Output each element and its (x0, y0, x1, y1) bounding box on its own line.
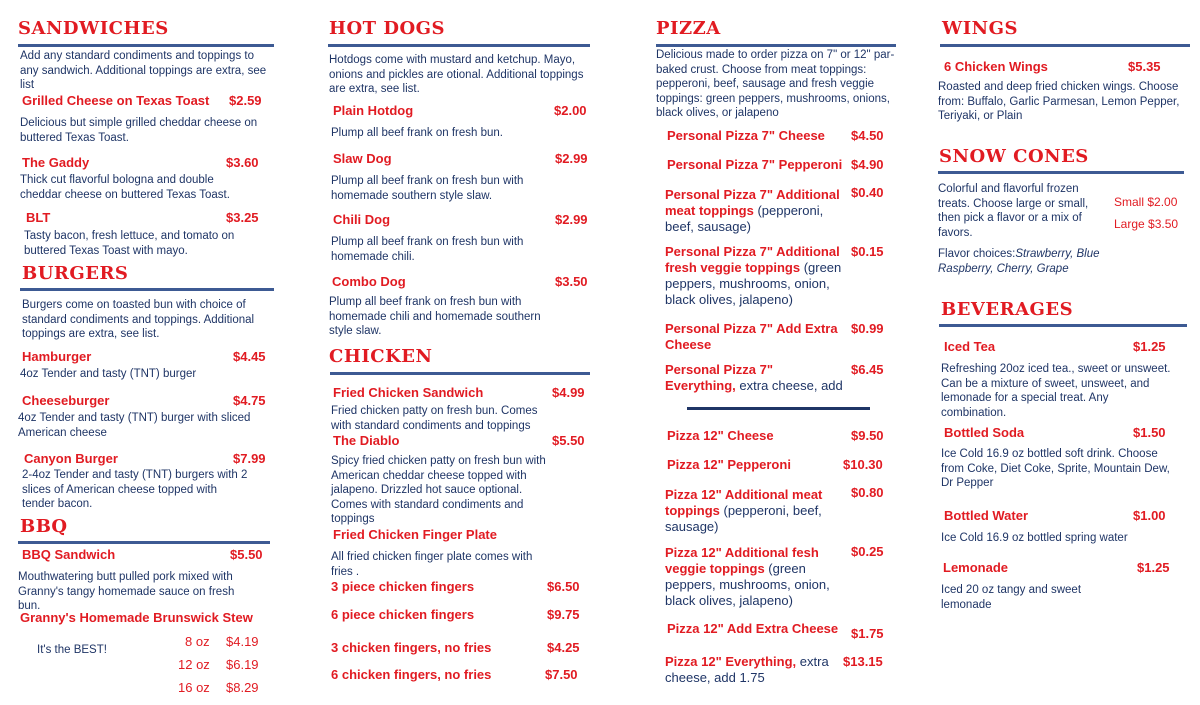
menu-item-price: $0.99 (851, 321, 884, 336)
menu-item-price: $4.25 (547, 640, 580, 655)
menu-item-price: $4.99 (552, 385, 585, 400)
menu-item-name (665, 545, 840, 609)
snowcone-large-price: Large $3.50 (1114, 217, 1179, 231)
menu-item-name: Grilled Cheese on Texas Toast (22, 93, 210, 108)
menu-item-price: $1.50 (1133, 425, 1166, 440)
pizza-item-title: Personal Pizza 7" Additional meat toppings (665, 187, 840, 218)
hotdogs-rule (328, 44, 590, 47)
stew-price: $6.19 (226, 657, 259, 672)
burgers-intro: Burgers come on toasted bun with choice of standard condiments and toppings. Additional toppings are extra, see list. (22, 299, 255, 340)
stew-size: 12 oz (178, 657, 210, 672)
sandwiches-rule (18, 44, 274, 47)
menu-item-price: $0.15 (851, 244, 884, 259)
wings-rule (940, 44, 1190, 47)
menu-item-desc: Roasted and deep fried chicken wings. Choose from: Buffalo, Garlic Parmesan, Lemon Pepper, Teriyaki, or Plain (938, 81, 1180, 122)
menu-item-desc: Mouthwatering butt pulled pork mixed with Granny's tangy homemade sauce on fresh bun. (18, 571, 235, 612)
menu-item-name: Bottled Soda (944, 425, 1025, 440)
pizza-item-extra: extra cheese, add 1.75 (665, 654, 829, 685)
burgers-heading: BURGERS (22, 263, 129, 284)
bbq-heading: BBQ (20, 516, 68, 537)
menu-item-name: The Gaddy (22, 155, 90, 170)
menu-item-name: Pizza 12" Cheese (667, 428, 774, 443)
menu-item-price: $3.60 (226, 155, 259, 170)
pizza-item-extra: (pepperoni, beef, sausage) (665, 503, 822, 534)
menu-item-desc: 2-4oz Tender and tasty (TNT) burgers with 2 slices of American cheese topped with tender bacon. (22, 469, 248, 510)
menu-item-desc: Plump all beef frank on fresh bun with homemade southern style slaw. (331, 175, 524, 202)
pizza-item-title: Personal Pizza 7" Everything, (665, 362, 774, 393)
pizza-rule (656, 44, 896, 47)
menu-item-name: Hamburger (22, 349, 92, 364)
menu-item-name (665, 362, 845, 394)
menu-item-name: Fried Chicken Sandwich (333, 385, 484, 400)
menu-item-name (665, 187, 845, 235)
stew-note: It's the BEST! (37, 644, 107, 656)
menu-item-desc: Delicious but simple grilled cheddar cheese on buttered Texas Toast. (20, 117, 258, 144)
pizza-divider (687, 407, 870, 410)
beverages-rule (939, 324, 1187, 327)
pizza-item-title: Pizza 12" Additional meat toppings (665, 487, 823, 518)
menu-item-desc: Tasty bacon, fresh lettuce, and tomato on buttered Texas Toast with mayo. (24, 230, 235, 257)
menu-item-name (665, 244, 845, 308)
menu-item-name: Pizza 12" Pepperoni (667, 457, 791, 472)
menu-item-name: Combo Dog (332, 274, 406, 289)
stew-price: $8.29 (226, 680, 259, 695)
menu-item-desc: Refreshing 20oz iced tea., sweet or unsweet. Can be a mixture of sweet, unsweet, and lemonade for a special treat. Any combination. (941, 363, 1171, 419)
beverages-heading: BEVERAGES (941, 299, 1074, 320)
menu-item-price: $0.80 (851, 485, 884, 500)
pizza-intro: Delicious made to order pizza on 7" or 12" par-baked crust. Choose from meat toppings: pepperoni, beef, sausage and fresh veggie toppings: green peppers, mushrooms, onions, black olives, or jalapeno (656, 49, 895, 119)
menu-item-name: 6 chicken fingers, no fries (331, 667, 492, 682)
menu-item-name: 3 chicken fingers, no fries (331, 640, 492, 655)
snowcones-desc: Colorful and flavorful frozen treats. Choose large or small, then pick a flavor or a mix of favors. (938, 183, 1089, 239)
menu-item-price: $3.50 (555, 274, 588, 289)
menu-item-price: $4.75 (233, 393, 266, 408)
pizza-item-extra: (green peppers, mushrooms, onion, black olives, jalapeno) (665, 561, 830, 608)
menu-item-price: $0.40 (851, 185, 884, 200)
menu-item-price: $4.90 (851, 157, 884, 172)
menu-item-name: Granny's Homemade Brunswick Stew (20, 610, 253, 625)
menu-item-name (665, 487, 835, 535)
flavors-list: Strawberry, Blue Raspberry, Cherry, Grape (938, 248, 1100, 275)
menu-item-price: $10.30 (843, 457, 883, 472)
menu-item-desc: Plump all beef frank on fresh bun with homemade chili. (331, 236, 524, 263)
menu-item-desc: Ice Cold 16.9 oz bottled spring water (941, 532, 1128, 544)
menu-item-name: BLT (26, 210, 51, 225)
menu-item-name: 6 piece chicken fingers (331, 607, 475, 622)
menu-item-price: $6.50 (547, 579, 580, 594)
flavors-label: Flavor choices: (938, 248, 1016, 260)
menu-item-price: $5.50 (552, 433, 585, 448)
menu-item-desc: Spicy fried chicken patty on fresh bun with American cheddar cheese topped with jalapeno. Drizzled hot sauce optional. Comes with standard condiments and toppings (331, 455, 546, 525)
menu-item-desc: All fried chicken finger plate comes with fries . (331, 551, 533, 578)
pizza-item-title: Personal Pizza 7" Additional fresh veggie toppings (665, 244, 840, 275)
menu-item-desc: Ice Cold 16.9 oz bottled soft drink. Choose from Coke, Diet Coke, Sprite, Mountain Dew, Dr Pepper (941, 448, 1170, 489)
chicken-heading: CHICKEN (329, 346, 433, 367)
menu-item-price: $13.15 (843, 654, 883, 669)
menu-item-name: Iced Tea (944, 339, 996, 354)
menu-item-desc: Thick cut flavorful bologna and double cheddar cheese on buttered Texas Toast. (20, 174, 230, 201)
menu-item-name: Plain Hotdog (333, 103, 414, 118)
pizza-item-title: Pizza 12" Everything, (665, 654, 797, 669)
snowcone-small-price: Small $2.00 (1114, 195, 1178, 209)
menu-item-desc: 4oz Tender and tasty (TNT) burger (20, 368, 197, 380)
pizza-heading: PIZZA (656, 18, 721, 39)
menu-item-price: $2.99 (555, 151, 588, 166)
menu-item-name: Personal Pizza 7" Pepperoni (667, 157, 843, 172)
pizza-item-extra: extra cheese, add (735, 378, 843, 393)
menu-item-desc: Plump all beef frank on fresh bun with homemade chili and homemade southern style slaw. (329, 296, 541, 337)
bbq-rule (18, 541, 270, 544)
menu-item-price: $5.50 (230, 547, 263, 562)
snowcone-flavors (938, 247, 1118, 276)
menu-item-price: $9.50 (851, 428, 884, 443)
hotdogs-intro: Hotdogs come with mustard and ketchup. Mayo, onions and pickles are otional. Additional toppings are extra, see list. (329, 54, 584, 95)
pizza-item-title: Pizza 12" Additional fesh veggie toppings (665, 545, 819, 576)
menu-item-name: 6 Chicken Wings (944, 59, 1048, 74)
menu-item-price: $1.25 (1137, 560, 1170, 575)
menu-item-name: Fried Chicken Finger Plate (333, 527, 497, 542)
menu-item-price: $7.99 (233, 451, 266, 466)
menu-item-price: $4.50 (851, 128, 884, 143)
menu-item-price: $1.00 (1133, 508, 1166, 523)
menu-item-name: Cheeseburger (22, 393, 110, 408)
menu-item-name: Canyon Burger (24, 451, 118, 466)
menu-item-price: $4.45 (233, 349, 266, 364)
wings-heading: WINGS (942, 18, 1018, 39)
menu-item-desc: Iced 20 oz tangy and sweet lemonade (941, 584, 1082, 611)
menu-item-desc: Plump all beef frank on fresh bun. (331, 127, 503, 139)
menu-item-name: Bottled Water (944, 508, 1029, 523)
snowcones-heading: SNOW CONES (939, 146, 1089, 167)
menu-item-price: $2.59 (229, 93, 262, 108)
menu-item-price: $6.45 (851, 362, 884, 377)
stew-price: $4.19 (226, 634, 259, 649)
menu-item-name (665, 654, 840, 686)
menu-item-price: $1.25 (1133, 339, 1166, 354)
menu-item-price: $5.35 (1128, 59, 1161, 74)
menu-item-name: BBQ Sandwich (22, 547, 116, 562)
menu-item-price: $7.50 (545, 667, 578, 682)
burgers-rule (20, 288, 274, 291)
hotdogs-heading: HOT DOGS (329, 18, 446, 39)
menu-item-price: $9.75 (547, 607, 580, 622)
menu-item-price: $1.75 (851, 626, 884, 641)
snowcones-rule (938, 171, 1184, 174)
menu-item-price: $3.25 (226, 210, 259, 225)
menu-item-desc: Fried chicken patty on fresh bun. Comes with standard condiments and toppings (331, 405, 538, 432)
sandwiches-heading: SANDWICHES (18, 18, 169, 39)
menu-item-price: $0.25 (851, 544, 884, 559)
menu-item-name: Chili Dog (333, 212, 391, 227)
menu-item-name: The Diablo (333, 433, 400, 448)
menu-item-name: Slaw Dog (333, 151, 392, 166)
pizza-item-extra: (pepperoni, beef, sausage) (665, 203, 824, 234)
menu-item-desc: 4oz Tender and tasty (TNT) burger with sliced American cheese (18, 412, 251, 439)
menu-item-price: $2.00 (554, 103, 587, 118)
stew-size: 8 oz (185, 634, 210, 649)
pizza-item-extra: (green peppers, mushrooms, onion, black olives, jalapeno) (665, 260, 842, 307)
menu-item-name: Personal Pizza 7" Cheese (667, 128, 825, 143)
chicken-rule (330, 372, 590, 375)
menu-item-name: Lemonade (943, 560, 1009, 575)
stew-size: 16 oz (178, 680, 210, 695)
menu-item-name: Personal Pizza 7" Add Extra Cheese (665, 321, 838, 352)
menu-item-price: $2.99 (555, 212, 588, 227)
sandwiches-intro: Add any standard condiments and toppings to any sandwich. Additional toppings are extra, see list (20, 50, 267, 91)
menu-item-name: Pizza 12" Add Extra Cheese (667, 621, 839, 636)
menu-item-name: 3 piece chicken fingers (331, 579, 475, 594)
